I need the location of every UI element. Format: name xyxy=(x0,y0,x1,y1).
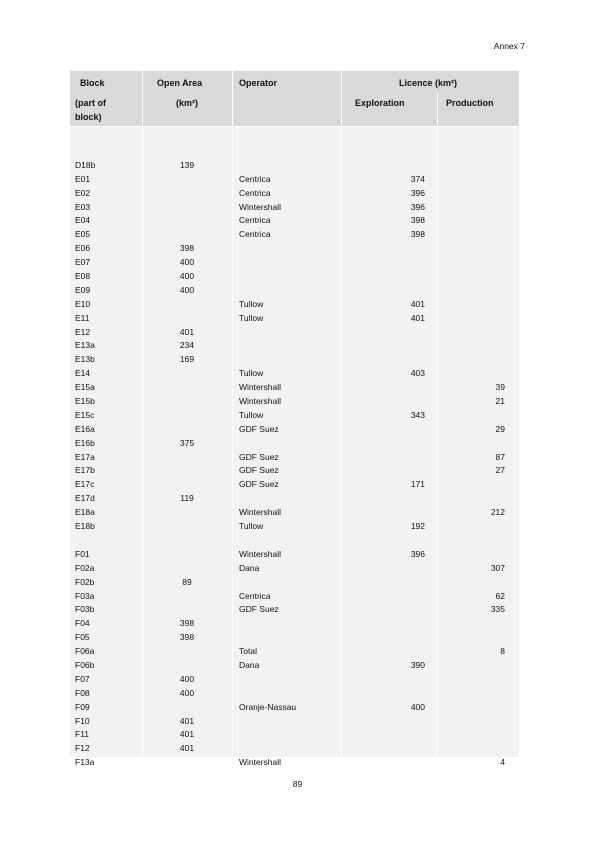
cell-production: 8 xyxy=(500,646,505,657)
cell-block: E17b xyxy=(75,465,95,476)
cell-block: E01 xyxy=(75,173,91,184)
cell-block: D18b xyxy=(75,159,96,170)
cell-block: E02 xyxy=(75,187,91,198)
page-number: 89 xyxy=(292,779,303,789)
cell-operator: GDF Suez xyxy=(239,423,279,434)
cell-operator: Centrica xyxy=(239,215,271,226)
cell-block: F03a xyxy=(75,590,95,601)
cell-exploration: 374 xyxy=(410,173,425,184)
cell-operator: Total xyxy=(239,646,257,657)
cell-block: E10 xyxy=(75,298,91,309)
table-row xyxy=(0,631,595,645)
cell-production: 62 xyxy=(495,590,505,601)
cell-production: 335 xyxy=(490,604,505,615)
cell-exploration: 390 xyxy=(410,659,425,670)
cell-operator: Tullow xyxy=(239,298,264,309)
cell-open-area: 375 xyxy=(179,437,195,448)
cell-production: 4 xyxy=(500,757,505,768)
cell-exploration: 343 xyxy=(410,409,425,420)
cell-operator: Tullow xyxy=(239,368,264,379)
cell-block: F01 xyxy=(75,548,90,559)
table-row xyxy=(0,256,595,270)
cell-open-area: 119 xyxy=(180,493,194,504)
cell-operator: Dana xyxy=(239,659,260,670)
cell-exploration: 396 xyxy=(410,187,425,198)
cell-exploration: 396 xyxy=(410,201,425,212)
annex-label: Annex 7 xyxy=(493,41,525,51)
cell-open-area: 400 xyxy=(179,284,195,295)
cell-exploration: 400 xyxy=(410,701,425,712)
col-block-title: Block xyxy=(80,78,105,88)
table-row xyxy=(0,187,595,201)
cell-block: E05 xyxy=(75,229,91,240)
cell-production: 212 xyxy=(490,507,505,518)
cell-open-area: 398 xyxy=(179,243,195,254)
cell-open-area: 401 xyxy=(179,715,195,726)
table-row xyxy=(0,617,595,631)
cell-open-area: 398 xyxy=(179,618,195,629)
table-row xyxy=(0,242,595,256)
cell-open-area: 234 xyxy=(179,340,195,351)
cell-operator: GDF Suez xyxy=(239,479,279,490)
table-row xyxy=(0,451,595,465)
table-row xyxy=(0,687,595,701)
table-row xyxy=(0,423,595,437)
cell-block: E18a xyxy=(75,507,95,518)
table-row xyxy=(0,506,595,520)
header-divider xyxy=(437,93,438,126)
cell-production: 29 xyxy=(495,423,505,434)
table-row xyxy=(0,645,595,659)
cell-operator: Wintershall xyxy=(239,396,282,407)
table-row xyxy=(0,728,595,742)
cell-open-area: 401 xyxy=(179,729,195,740)
table-row xyxy=(0,742,595,756)
cell-block: E04 xyxy=(75,215,91,226)
cell-operator: GDF Suez xyxy=(239,604,279,615)
cell-block: F02b xyxy=(75,576,95,587)
cell-open-area: 400 xyxy=(179,687,195,698)
cell-block: E17d xyxy=(75,493,95,504)
table-row xyxy=(0,756,595,770)
cell-production: 307 xyxy=(490,562,505,573)
cell-block: E18b xyxy=(75,521,95,532)
cell-block: E16b xyxy=(75,437,95,448)
cell-block: E13b xyxy=(75,354,95,365)
table-row xyxy=(0,228,595,242)
cell-block: E09 xyxy=(75,284,91,295)
col-exploration-title: Exploration xyxy=(355,98,405,108)
cell-operator: Centrica xyxy=(239,187,271,198)
cell-block: F06a xyxy=(75,646,95,657)
col-block-sub: (part of xyxy=(75,98,106,108)
cell-operator: Tullow xyxy=(239,521,264,532)
cell-operator: Centrica xyxy=(239,590,271,601)
cell-open-area: 139 xyxy=(179,159,195,170)
cell-block: E17c xyxy=(75,479,95,490)
table-row xyxy=(0,701,595,715)
cell-block: F10 xyxy=(75,715,90,726)
cell-block: E15c xyxy=(75,409,95,420)
cell-exploration: 171 xyxy=(410,479,425,490)
table-row xyxy=(0,395,595,409)
cell-open-area: 400 xyxy=(179,271,195,282)
table-row xyxy=(0,548,595,562)
cell-block: F05 xyxy=(75,632,90,643)
cell-block: E17a xyxy=(75,451,95,462)
cell-operator: Wintershall xyxy=(239,757,282,768)
col-block-sub2: block) xyxy=(75,112,102,122)
cell-production: 39 xyxy=(495,382,505,393)
table-row xyxy=(0,284,595,298)
cell-operator: Tullow xyxy=(239,409,264,420)
table-row xyxy=(0,492,595,506)
cell-production: 27 xyxy=(495,465,505,476)
table-row xyxy=(0,298,595,312)
cell-open-area: 169 xyxy=(179,354,195,365)
cell-open-area: 398 xyxy=(179,632,195,643)
cell-open-area: 400 xyxy=(179,673,195,684)
licence-table-body xyxy=(0,145,595,770)
table-row xyxy=(0,353,595,367)
col-open-unit: (km²) xyxy=(176,98,198,108)
cell-production: 21 xyxy=(495,396,505,407)
table-row xyxy=(0,603,595,617)
cell-block: F07 xyxy=(75,673,90,684)
cell-block: E13a xyxy=(75,340,95,351)
cell-block: F06b xyxy=(75,659,95,670)
table-row xyxy=(0,576,595,590)
table-row xyxy=(0,214,595,228)
cell-exploration: 398 xyxy=(410,215,425,226)
table-row xyxy=(0,367,595,381)
cell-block: E14 xyxy=(75,368,91,379)
cell-block: E03 xyxy=(75,201,91,212)
cell-exploration: 396 xyxy=(410,548,425,559)
cell-operator: Centrica xyxy=(239,173,271,184)
cell-block: E08 xyxy=(75,271,91,282)
col-operator-title: Operator xyxy=(239,78,278,88)
table-row xyxy=(0,159,595,173)
cell-exploration: 398 xyxy=(410,229,425,240)
cell-open-area: 401 xyxy=(179,743,195,754)
table-row xyxy=(0,659,595,673)
cell-block: F03b xyxy=(75,604,95,615)
cell-production: 87 xyxy=(495,451,505,462)
table-row xyxy=(0,464,595,478)
cell-open-area: 89 xyxy=(182,576,192,587)
table-row xyxy=(0,478,595,492)
cell-block: E06 xyxy=(75,243,91,254)
cell-exploration: 192 xyxy=(410,521,425,532)
cell-block: F04 xyxy=(75,618,90,629)
cell-exploration: 401 xyxy=(410,298,425,309)
table-row xyxy=(0,562,595,576)
cell-operator: Wintershall xyxy=(239,201,282,212)
table-row xyxy=(0,270,595,284)
table-row xyxy=(0,326,595,340)
cell-open-area: 401 xyxy=(179,326,195,337)
table-row xyxy=(0,590,595,604)
cell-block: E12 xyxy=(75,326,91,337)
cell-block: E16a xyxy=(75,423,95,434)
table-row xyxy=(0,520,595,534)
cell-operator: Tullow xyxy=(239,312,264,323)
cell-operator: Oranje-Nassau xyxy=(239,701,297,712)
table-row xyxy=(0,437,595,451)
cell-operator: GDF Suez xyxy=(239,451,279,462)
cell-open-area: 400 xyxy=(179,257,195,268)
cell-exploration: 401 xyxy=(410,312,425,323)
cell-block: F11 xyxy=(75,729,90,740)
table-row xyxy=(0,673,595,687)
cell-block: F12 xyxy=(75,743,90,754)
cell-operator: Wintershall xyxy=(239,507,282,518)
col-production-title: Production xyxy=(446,98,494,108)
cell-block: F13a xyxy=(75,757,95,768)
cell-block: F02a xyxy=(75,562,95,573)
table-row xyxy=(0,409,595,423)
cell-operator: GDF Suez xyxy=(239,465,279,476)
table-row xyxy=(0,339,595,353)
cell-block: E15b xyxy=(75,396,95,407)
table-row xyxy=(0,381,595,395)
cell-operator: Wintershall xyxy=(239,548,282,559)
cell-exploration: 403 xyxy=(410,368,425,379)
cell-block: F09 xyxy=(75,701,90,712)
col-open-title: Open Area xyxy=(157,78,203,88)
table-row xyxy=(0,201,595,215)
cell-block: E15a xyxy=(75,382,95,393)
table-row xyxy=(0,715,595,729)
cell-operator: Wintershall xyxy=(239,382,282,393)
cell-operator: Dana xyxy=(239,562,260,573)
cell-operator: Centrica xyxy=(239,229,271,240)
table-row xyxy=(0,145,595,159)
table-row xyxy=(0,534,595,548)
table-row xyxy=(0,173,595,187)
cell-block: E07 xyxy=(75,257,91,268)
table-row xyxy=(0,312,595,326)
cell-block: E11 xyxy=(75,312,90,323)
col-licence-title: Licence (km²) xyxy=(399,78,458,88)
cell-block: F08 xyxy=(75,687,90,698)
